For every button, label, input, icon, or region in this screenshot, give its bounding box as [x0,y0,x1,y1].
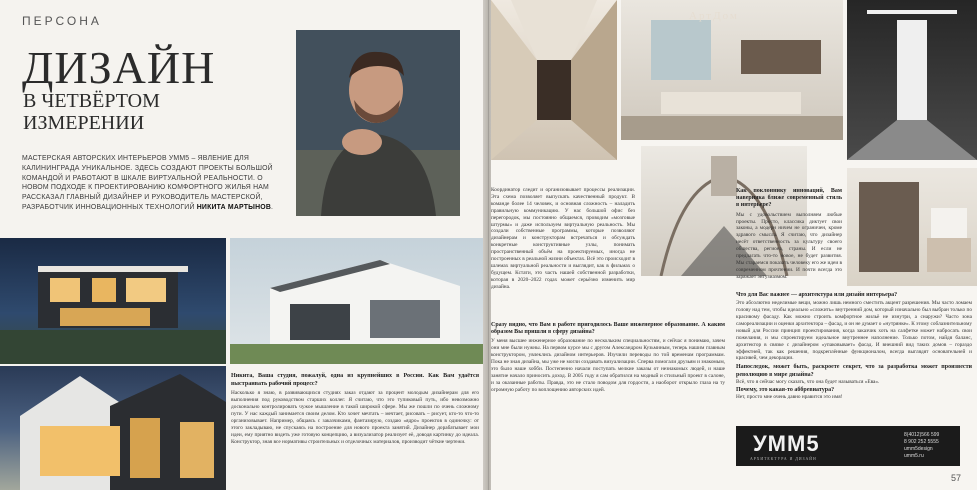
studio-tagline: АРХИТЕКТУРА И ДИЗАЙН [750,457,817,461]
right-page [491,0,977,490]
studio-contact-badge [736,426,960,466]
house-render-photo-2 [230,238,483,364]
section-label: ПЕРСОНА [22,14,102,28]
bathroom-illustration [847,168,977,286]
studio-contacts [904,432,939,460]
interview-column-2 [491,322,725,394]
interview-question-2: Сразу видно, что Вам в работе пригодилось Ваше инженерное образование. А каким образом Вы пришли в сферу дизайна? [491,322,725,336]
hallway-illustration [847,0,977,160]
phone-1: 8(4012)566 599 [904,432,940,438]
subtitle-line-2: ИЗМЕРЕНИИ [23,112,145,134]
studio-logo: УММ5 [753,431,820,456]
article-subtitle [23,90,160,134]
corridor-illustration [491,0,617,160]
interview-column-4 [736,292,972,401]
studio-email: umm5.ru [904,453,924,459]
interview-answer-5: Всё, что я сейчас могу сказать, что она будет называться «Ева». [736,378,880,385]
magazine-watermark: АртДом [689,10,739,22]
interview-column-3 [736,188,842,281]
house-render-photo-1 [0,238,226,364]
interview-answer-1: Насколько я знаю, в развивающихся студиях заказ отдают за процент молодым дизайнерам для его выполнения под руководством старших коллег. Я считаю, что это тупиковый путь, ибо невозможно досконально контролировать чужое мышление в такой широкой сфере. Мы же пошли по очень сложному пути. У нас каждый занимается своим делом. Кто хочет мечтать – мечтает, рисовать – рисует, кто-то что-то организовывает. Например, общаясь с заказчиками, фантазирую, создаю «ядро» проектов в одиночку: от этого закладываю, не спускаясь на построение для нового проекта занятий. Дизайнер дорабатывает мои идеи, ему приятно видеть уже готовую концепцию, а визуализатор реализует её, доводя картинку до идеала. Конструктор, зная все нормативы строительных и отделочных материалов, производит чёткие чертежи. [231,390,479,445]
interior-photo-hallway [847,0,977,160]
studio-site: umm5design [904,446,933,452]
interview-question-6: Почему, это какая-то аббревиатура? [736,386,835,393]
lead-paragraph: МАСТЕРСКАЯ АВТОРСКИХ ИНТЕРЬЕРОВ УММ5 – ЯВЛЕНИЕ ДЛЯ КАЛИНИНГРАДА УНИКАЛЬНОЕ. ЗДЕСЬ СОЗДАЮТ ПРОЕКТЫ БОЛЬШОЙ КОМАНДОЙ И РАБОТАЮТ В ШКАЛЕ ВИРТУАЛЬНОЙ РЕАЛЬНОСТИ. О НОВОМ ПОДХОДЕ К ПРОЕКТИРОВАНИЮ КОМФОРТНОГО ЖИЛЬЯ НАМ РАССКАЗАЛ ГЛАВНЫЙ ДИЗАЙНЕР И РУКОВОДИТЕЛЬ МАСТЕРСКОЙ, РАЗРАБОТЧИК ИННОВАЦИОННЫХ ТЕХНОЛОГИЙ НИКИТА МАРТЫНОВ. [22,155,274,211]
interview-question-4: Что для Вас важнее — архитектура или дизайн интерьера? [736,292,898,298]
interview-answer-2: У меня высшее инженерное образование по нескольким специальностям, и сейчас я понимаю, зачем они мне были нужны. На первом курсе мы с другом Александром Кузьминым, теперь нашим главным конструктором, увлеклись дизайном интерьеров. Изучили переводы по той временам программам. Пока не зная дизайна, мы уже не могли создавать визуализации. Сперва помогали друзьям и знакомым, это было наше хобби. Постепенно начали поступать мелкие заказы от незнакомых людей, и наше занятие начало приносить доход. В 2005 году я сам обратился на модный и стильный проект в салоне, и за оказанные работы. Правда, это не стало поводом для гордости, а наоборот открыло глаза на ту огромную работу по воплощению авторских идей. [491,338,725,393]
lead-author-name: НИКИТА МАРТЫНОВ [196,203,271,211]
house-render-1-illustration [0,238,226,364]
portrait-photo [296,30,460,216]
interview-answer-6: Нет, просто мне очень давно нравится это имя! [736,393,843,400]
article-title: ДИЗАЙН [22,42,216,93]
house-render-2-illustration [230,238,483,364]
portrait-illustration [296,30,460,216]
house-render-photo-3 [0,366,226,490]
subtitle-line-1: В ЧЕТВЁРТОМ [23,90,160,112]
lead-text: МАСТЕРСКАЯ АВТОРСКИХ ИНТЕРЬЕРОВ УММ5 – ЯВЛЕНИЕ ДЛЯ КАЛИНИНГРАДА УНИКАЛЬНОЕ. ЗДЕСЬ СОЗДАЮТ ПРОЕКТЫ БОЛЬШОЙ КОМАНДОЙ И РАБОТАЮТ В ШКАЛЕ ВИРТУАЛЬНОЙ РЕАЛЬНОСТИ. О НОВОМ ПОДХОДЕ К ПРОЕКТИРОВАНИЮ КОМФОРТНОГО ЖИЛЬЯ НАМ РАССКАЗАЛ ГЛАВНЫЙ ДИЗАЙНЕР И РУКОВОДИТЕЛЬ МАСТЕРСКОЙ, РАЗРАБОТЧИК ИННОВАЦИОННЫХ ТЕХНОЛОГИЙ [22,155,273,211]
interview-question-5: Напоследок, может быть, раскроете секрет, что за разработка может произвести революцию в мире дизайна? [736,364,972,378]
interview-answer-3: Мы с удовольствием выполняем любые проекты. Просто, классика диктует свои законы, а модерн ничем не ограничен, кроме здравого смысла. Я считаю, что дизайнер несёт ответственность за культуру своего общества, региона, страны. И если не предлагать что-то новое, не будет развития. Мы стараемся показать человеку его же идеи в современном прочтении. И почти всегда это заряжает энтузиазмом. [736,211,842,280]
phone-2: 8 902 252 5555 [904,439,939,445]
house-render-3-illustration [0,366,226,490]
interview-question-1: Никита, Ваша студия, пожалуй, одна из крупнейших в России. Как Вам удаётся выстраивать рабочий процесс? [231,373,479,387]
interior-photo-corridor [491,0,617,160]
page-number-right: 57 [950,473,961,483]
interview-column-1 [491,187,635,291]
column-1-text: Координатор следит и организовывает процессы реализации. Эта схема позволяет выпускать качественный продукт. В команде более 14 человек, и основная сложность – наладить правильную коммуникацию. У нас большой офис без перегородок, мы постоянно общаемся, проводим «мозговые штурмы» и даже используем виртуальную реальность. Мы создали собственные программы, которые позволяют дизайнерам и конструкторам встречаться и обсуждать конкретные конструктивные узлы, понимать пространственный объём на проектируемых, иногда не построенных в реальной жизни объектах. Всё это происходит в шлемах виртуальной реальности и выглядит, как в фильмах о будущем. Кстати, это часть нашей собственной разработки, которая в 2020–2022 годах может серьёзно изменить мир дизайна. [491,187,635,290]
interview-column [231,373,479,445]
interview-answer-4: Это абсолютно неделимые вещи, можно лишь немного сместить акцент разрешения. Мы часто ломаем голову над тем, чтобы идеально «сложить» внутренний дом, который изначально был выбран только по красивому фасаду. Как можно строить комфортное жильё не изнутри, а снаружи? Часто зона самореализации и оценки архитектора – фасад, и он не думает о «нутрянке». К этому соблазнительному новый для России принцип проектирования, когда заказчик хоть на салфетке может набросать свои пожелания, и мы спроектируем идеальное внутреннее наполнение. Только потом, найдя баланс, архитектор в связке с дизайнером «упаковывает» фасад. И внешний вид таких домов – гораздо эффектней, так как решения, подкреплённые функционалом, всегда выглядят основательней и красивей, чем декорации. [736,300,972,362]
interior-photo-bathroom [847,168,977,286]
left-page [0,0,486,490]
interview-question-3: Как поклоннику инноваций, Вам наверняка ближе современный стиль в интерьере? [736,188,842,209]
